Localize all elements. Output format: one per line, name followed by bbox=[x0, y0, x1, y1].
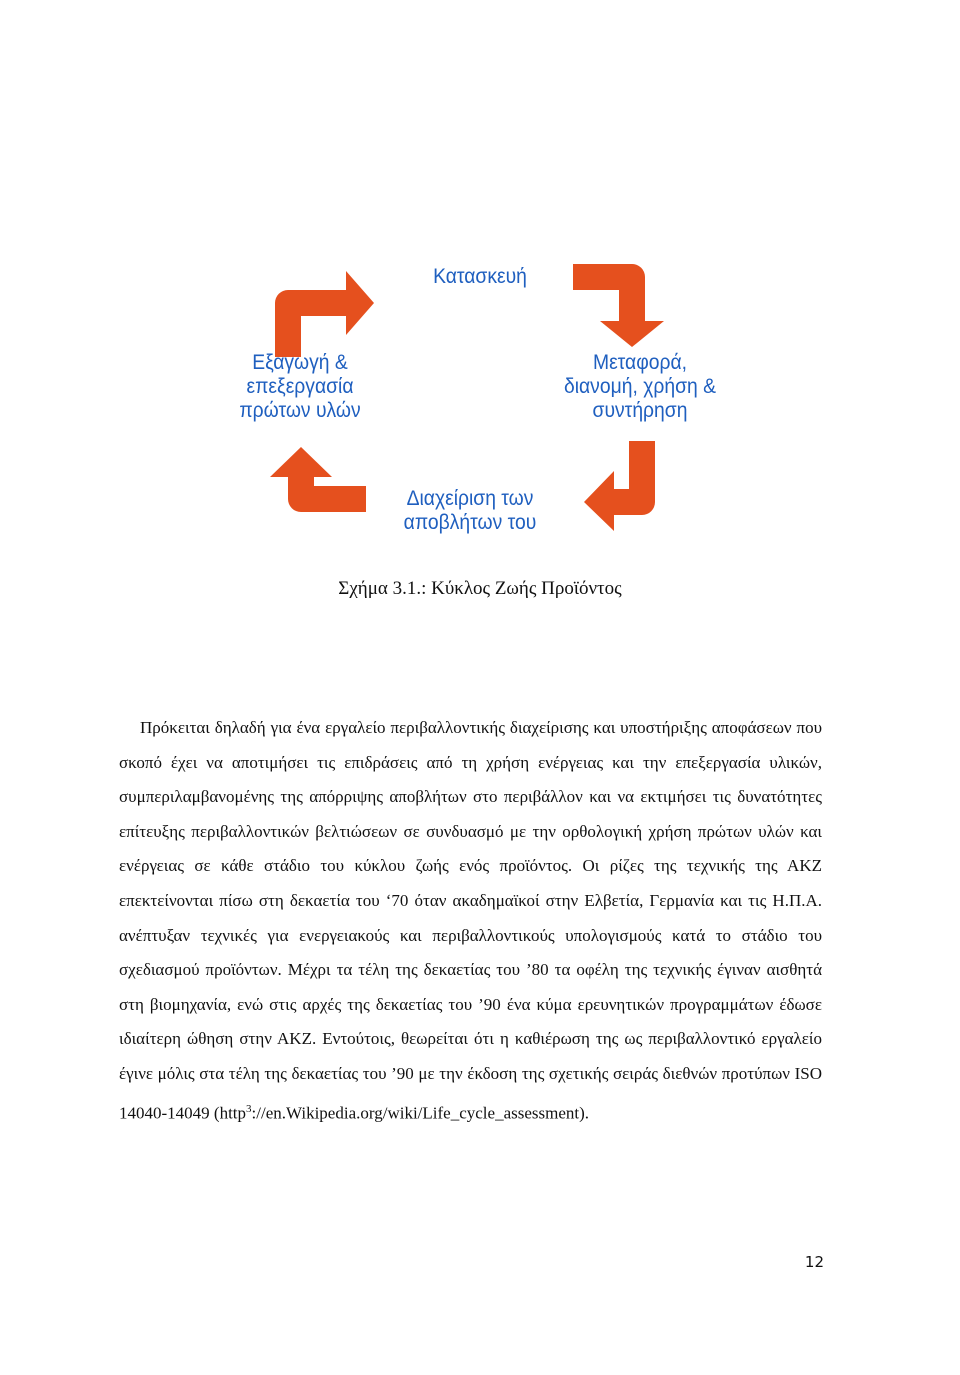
arrowhead-icon-bottom-right bbox=[584, 471, 614, 531]
stage-label-construction: Κατασκευή bbox=[433, 265, 527, 288]
stage-label-distribution-use: Μεταφορά, διανομή, χρήση & συντήρηση bbox=[563, 351, 717, 422]
arrow-icon-top-right bbox=[573, 277, 632, 323]
stage-label-waste-management: Διαχείριση των αποβλήτων του bbox=[403, 487, 537, 534]
paragraph-text-url: ://en.Wikipedia.org/wiki/Life_cycle_assessment). bbox=[251, 1103, 590, 1123]
arrow-icon-bottom-left bbox=[301, 477, 366, 499]
arrowhead-icon-top-right bbox=[600, 321, 664, 347]
figure-caption: Σχήμα 3.1.: Κύκλος Ζωής Προϊόντος bbox=[338, 578, 622, 599]
arrow-icon-bottom-right bbox=[613, 441, 642, 502]
paragraph-text: Πρόκειται δηλαδή για ένα εργαλείο περιβαλλοντικής διαχείρισης και υποστήριξης αποφάσεων που σκοπό έχει να αποτιμήσει τις επιδράσεις από τη χρήση ενέργειας και την επεξεργασία υλικών, συμπεριλαμβανομένης της απόρριψης αποβλήτων στο περιβάλλον και να εκτιμήσει τις δυνατότητες επίτευξης περιβαλλοντικών βελτιώσεων σε συνδυασμό με την ορθολογική χρήση πρώτων υλών και ενέργειας σε κάθε στάδιο του κύκλου ζωής ενός προϊόντος. Οι ρίζες της τεχνικής της ΑΚΖ επεκτείνονται πίσω στη δεκαετία του ‘70 όταν ακαδημαϊκοί στην Ελβετία, Γερμανία και τις Η.Π.Α. ανέπτυξαν τεχνικές για ενεργειακούς και περιβαλλοντικούς υπολογισμούς κατά το στάδιο του σχεδιασμού προϊόντων. Μέχρι τα τέλη της δεκαετίας του ’80 τα οφέλη της τεχνικής έγιναν αισθητά στη βιομηχανία, ενώ στις αρχές της δεκαετίας του ’90 ένα κύμα ερευνητικών προγραμμάτων έδωσε ιδιαίτερη ώθηση στην ΑΚΖ. Εντούτοις, θεωρείται ότι η καθιέρωση της ως περιβαλλοντικό εργαλείο έγινε μόλις στα τέλη της δεκαετίας του ’90 με την έκδοση της σχετικής σειράς διεθνών προτύπων ISO 14040-14049 (http bbox=[119, 718, 822, 1123]
product-lifecycle-diagram bbox=[200, 245, 760, 565]
arrow-icon-top-left bbox=[288, 303, 350, 357]
body-paragraph bbox=[119, 711, 822, 1131]
page-number: 12 bbox=[804, 1253, 824, 1271]
footnote-reference: 3 bbox=[246, 1102, 252, 1115]
arrowhead-icon-top-left bbox=[346, 271, 374, 335]
arrowhead-icon-bottom-left bbox=[270, 447, 332, 477]
stage-label-raw-materials: Εξαγωγή & επεξεργασία πρώτων υλών bbox=[239, 351, 361, 422]
